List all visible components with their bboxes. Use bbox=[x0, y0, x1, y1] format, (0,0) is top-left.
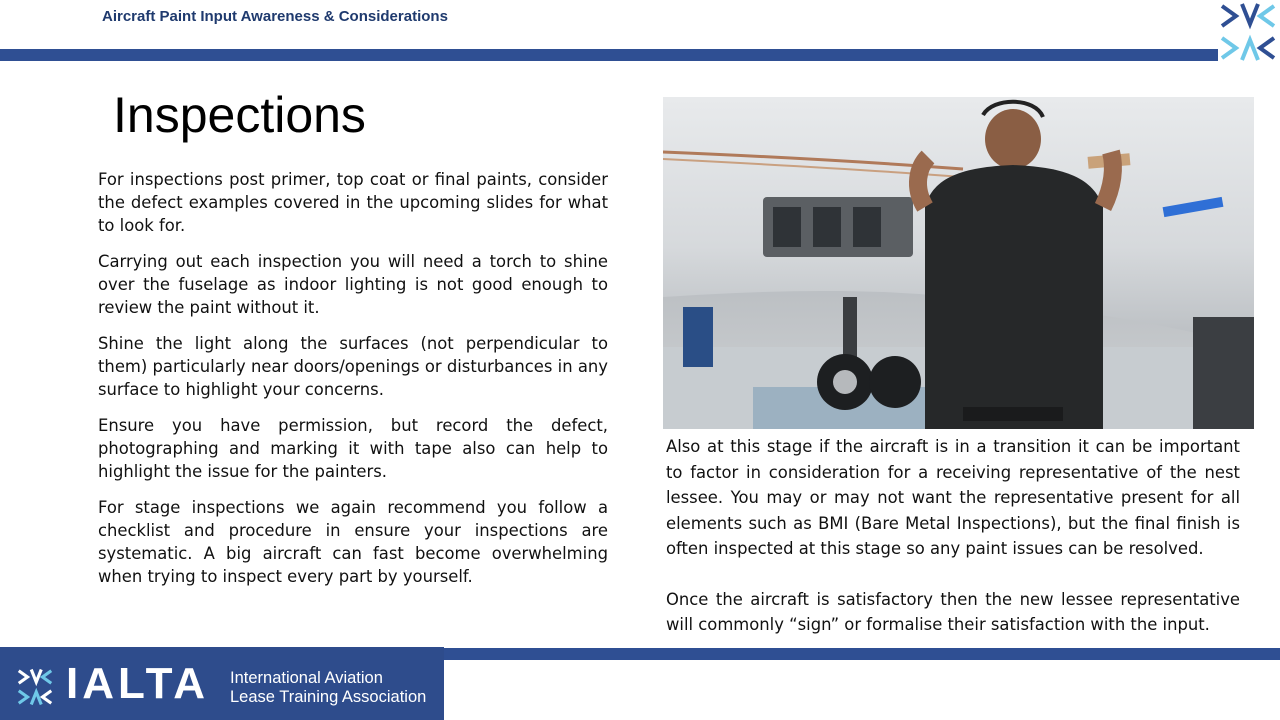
bottom-rule bbox=[444, 648, 1280, 660]
top-rule bbox=[0, 49, 1218, 61]
paragraph-spacer bbox=[666, 562, 1240, 587]
paragraph-shine-light: Shine the light along the surfaces (not perpendicular to them) particularly near doors/openings or disturbances in any surface to highlight your concerns. bbox=[98, 334, 608, 399]
right-text-column bbox=[666, 434, 1240, 638]
header-title: Aircraft Paint Input Awareness & Considerations bbox=[102, 8, 448, 25]
paragraph-torch: Carrying out each inspection you will need a torch to shine over the fuselage as indoor lighting is not good enough to review the paint without it. bbox=[98, 252, 608, 317]
paragraph-stage-inspections: For stage inspections we again recommend you follow a checklist and procedure in ensure your inspections are systematic. A big aircraft can fast become overwhelming when trying to inspect every part by yourself. bbox=[98, 498, 608, 586]
paragraph-inspection-scope: For inspections post primer, top coat or final paints, consider the defect examples covered in the upcoming slides for what to look for. bbox=[98, 170, 608, 235]
ialta-footer-mark-icon bbox=[14, 667, 56, 707]
paragraph-permission: Ensure you have permission, but record the defect, photographing and marking it with tape also can help to highlight the issue for the painters. bbox=[98, 416, 608, 481]
footer-brand: IALTA bbox=[66, 659, 209, 708]
left-text-column bbox=[98, 168, 608, 601]
footer-name-line1: International Aviation bbox=[230, 669, 383, 687]
paragraph-transition: Also at this stage if the aircraft is in a transition it can be important to factor in consideration for a receiving representative of the nest lessee. You may or may not want the representative present for all elements such as BMI (Bare Metal Inspections), but the final finish is often inspected at this stage so any paint issues can be resolved. bbox=[666, 437, 1240, 558]
ialta-mark-icon bbox=[1216, 0, 1280, 64]
footer-name-line2: Lease Training Association bbox=[230, 688, 427, 706]
ialta-footer-logo bbox=[0, 647, 444, 720]
paragraph-satisfaction: Once the aircraft is satisfactory then the new lessee representative will commonly “sign” or formalise their satisfaction with the input. bbox=[666, 589, 1240, 634]
slide-title: Inspections bbox=[113, 87, 366, 143]
inspection-photo bbox=[663, 97, 1254, 429]
footer-organisation-name bbox=[230, 669, 426, 707]
